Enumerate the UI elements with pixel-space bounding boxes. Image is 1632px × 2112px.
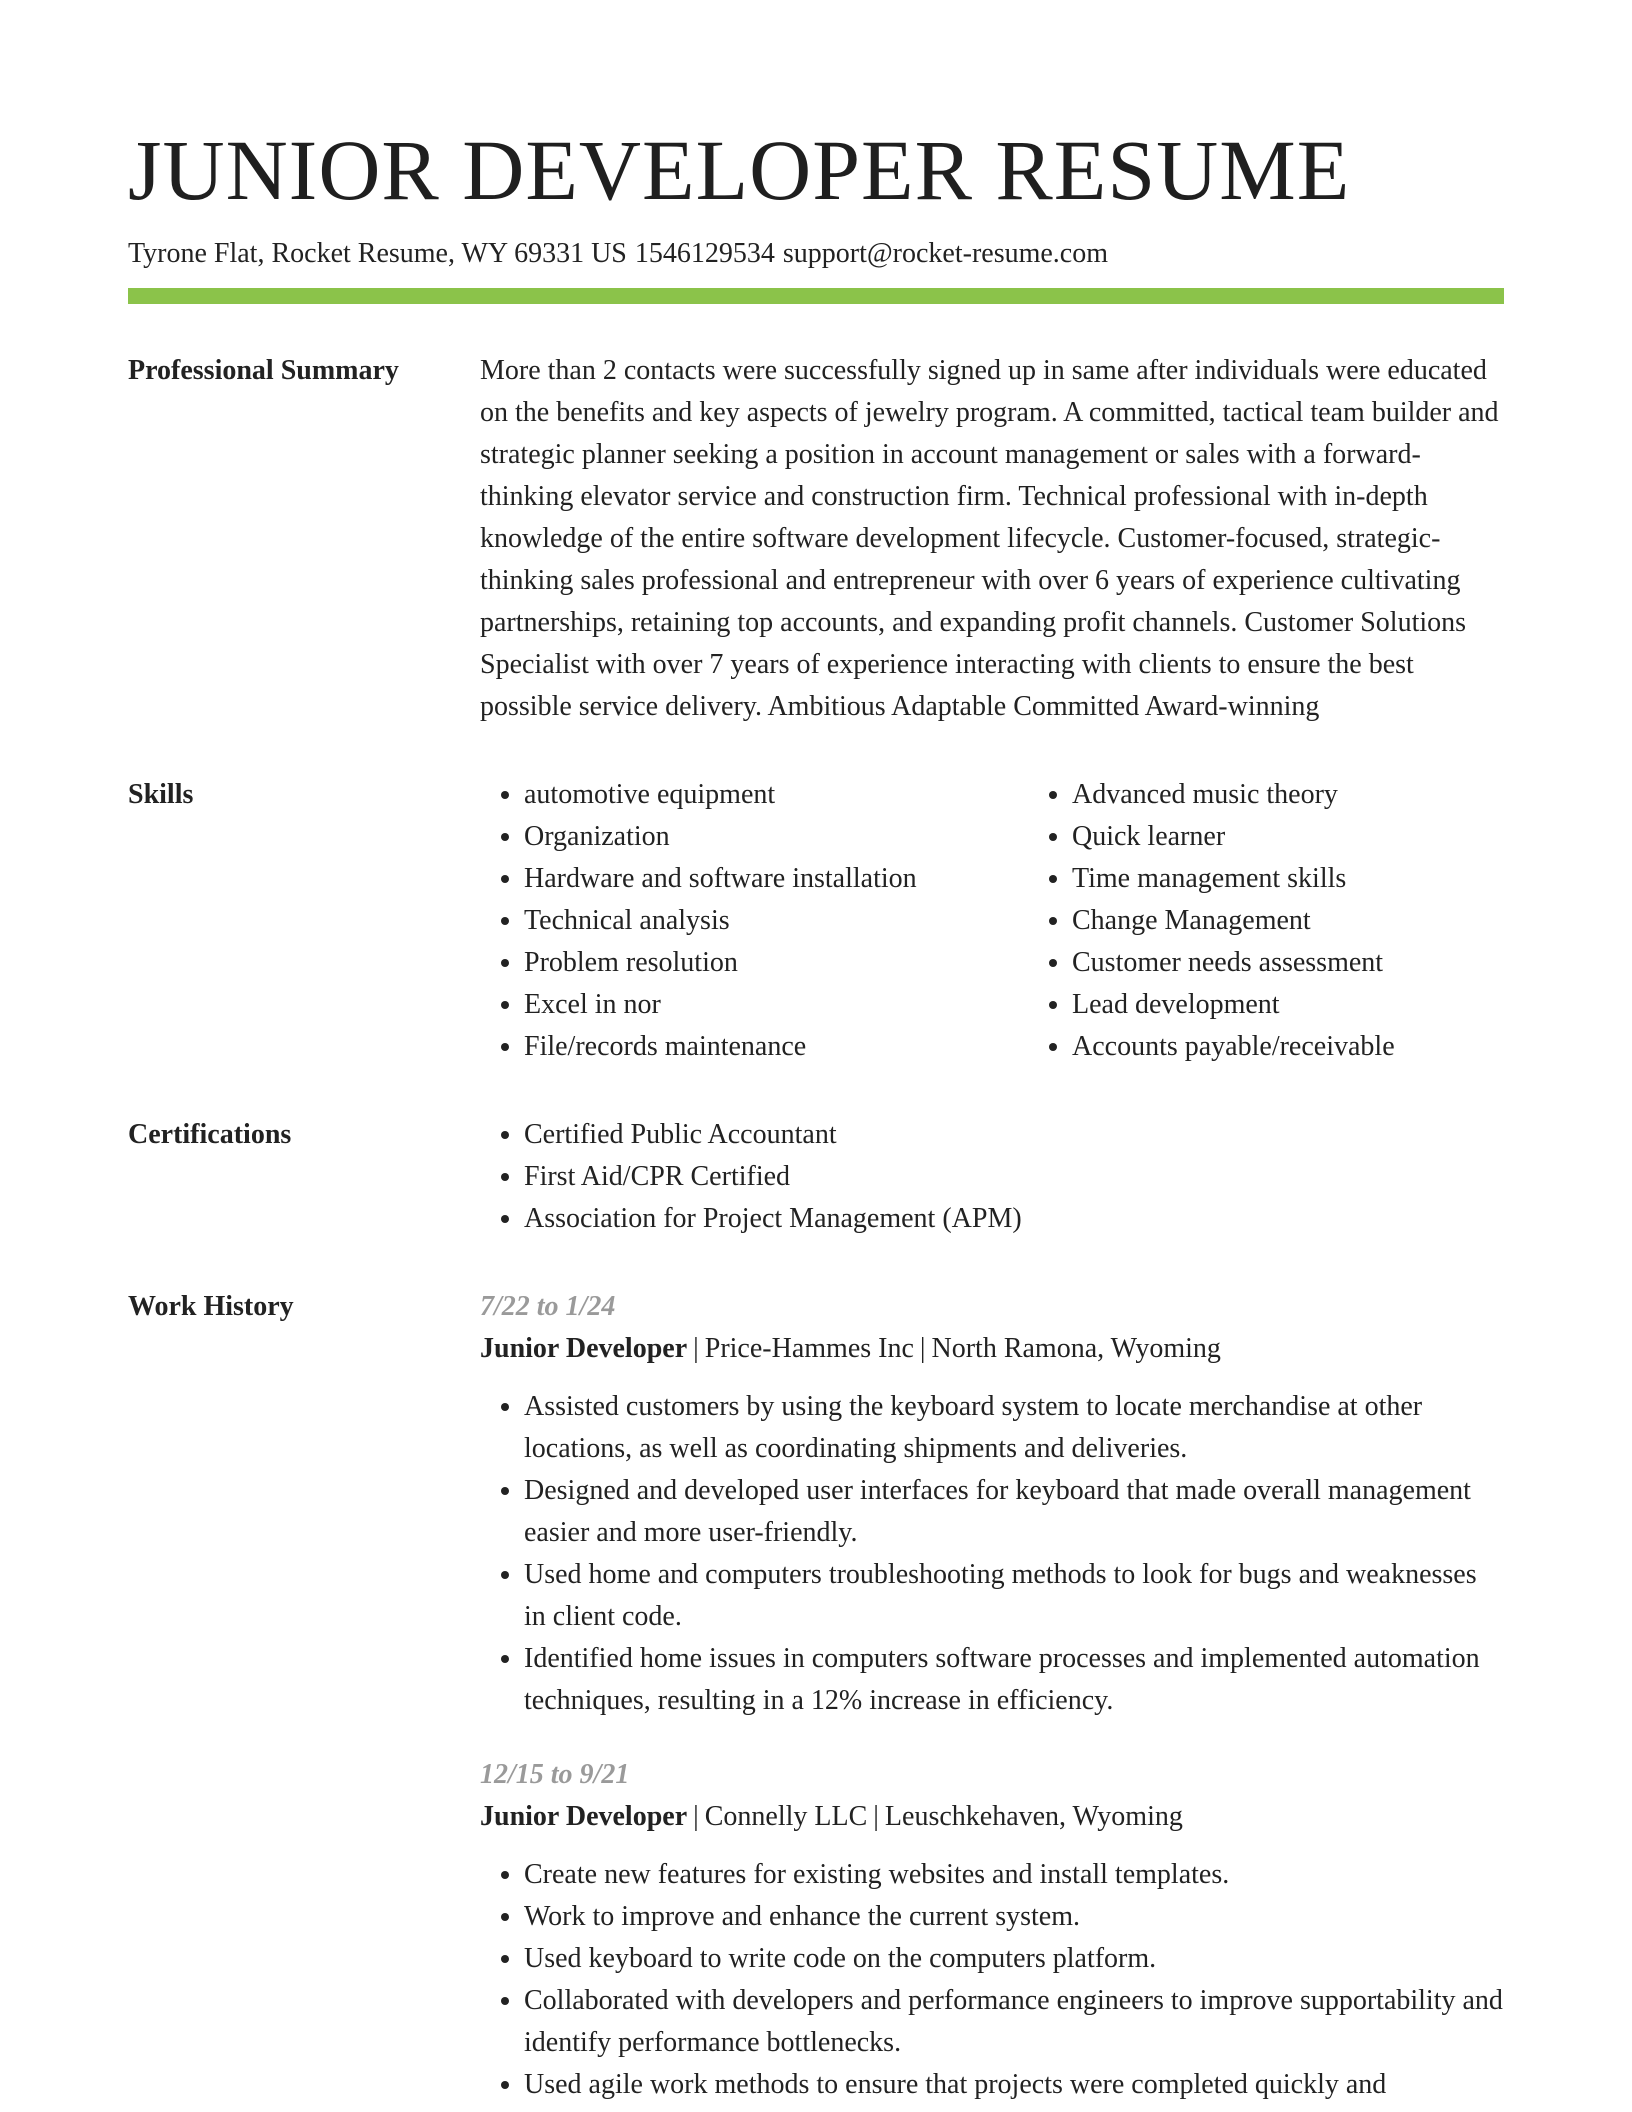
skill-item: • Change Management bbox=[1072, 900, 1576, 942]
certification-item: • Association for Project Management (APM) bbox=[524, 1198, 1504, 1240]
skills-label: Skills bbox=[128, 779, 194, 810]
accent-divider bbox=[128, 288, 1504, 304]
job-location: Leuschkehaven, Wyoming bbox=[884, 1801, 1183, 1832]
job-title: Junior Developer bbox=[480, 1333, 688, 1364]
job-title-line bbox=[480, 1328, 1504, 1370]
skill-item: • Lead development bbox=[1072, 984, 1576, 1026]
certification-item: • First Aid/CPR Certified bbox=[524, 1156, 1504, 1198]
contact-phone: 1546129534 bbox=[634, 238, 775, 269]
certification-item: • Certified Public Accountant bbox=[524, 1114, 1504, 1156]
work-history-label: Work History bbox=[128, 1291, 294, 1322]
skills-body bbox=[480, 774, 1576, 1068]
job-bullet: • Designed and developed user interfaces for keyboard that made overall management easier and more user-friendly. bbox=[524, 1470, 1504, 1554]
skills-section bbox=[128, 774, 1504, 1068]
job-bullet: • Used home and computers troubleshooting methods to look for bugs and weaknesses in client code. bbox=[524, 1554, 1504, 1638]
skill-item: • Advanced music theory bbox=[1072, 774, 1576, 816]
summary-text: More than 2 contacts were successfully signed up in same after individuals were educated on the benefits and key aspects of jewelry program. A committed, tactical team builder and strategic planner seeking a position in account management or sales with a forward-thinking elevator service and construction firm. Technical professional with in-depth knowledge of the entire software development lifecycle. Customer-focused, strategic-thinking sales professional and entrepreneur with over 6 years of experience cultivating partnerships, retaining top accounts, and expanding profit channels. Customer Solutions Specialist with over 7 years of experience interacting with clients to ensure the best possible service delivery. Ambitious Adaptable Committed Award-winning bbox=[480, 355, 1499, 722]
job-dates: 7/22 to 1/24 bbox=[480, 1291, 616, 1322]
certifications-label: Certifications bbox=[128, 1119, 292, 1150]
skill-item: • Hardware and software installation bbox=[524, 858, 1028, 900]
skills-list-right bbox=[1028, 774, 1576, 1068]
skill-item: • Technical analysis bbox=[524, 900, 1028, 942]
work-history-body bbox=[480, 1286, 1504, 2106]
skill-item: • Time management skills bbox=[1072, 858, 1576, 900]
job-title-line bbox=[480, 1796, 1504, 1838]
summary-label: Professional Summary bbox=[128, 355, 399, 386]
contact-location: Tyrone Flat, Rocket Resume, WY 69331 US bbox=[128, 238, 627, 269]
job-separator: | bbox=[919, 1333, 926, 1364]
skill-item: • File/records maintenance bbox=[524, 1026, 1028, 1068]
skill-item: • automotive equipment bbox=[524, 774, 1028, 816]
job-bullets bbox=[480, 1854, 1504, 2106]
certifications-body bbox=[480, 1114, 1504, 1240]
job-bullet: • Assisted customers by using the keyboard system to locate merchandise at other locations, as well as coordinating shipments and deliveries. bbox=[524, 1386, 1504, 1470]
job-entry bbox=[480, 1286, 1504, 1722]
job-bullet: • Collaborated with developers and performance engineers to improve supportability and identify performance bottlenecks. bbox=[524, 1980, 1504, 2064]
job-company: Price-Hammes Inc bbox=[704, 1333, 914, 1364]
job-company: Connelly LLC bbox=[704, 1801, 868, 1832]
job-title: Junior Developer bbox=[480, 1801, 688, 1832]
skill-item: • Customer needs assessment bbox=[1072, 942, 1576, 984]
job-dates: 12/15 to 9/21 bbox=[480, 1759, 630, 1790]
skill-item: • Accounts payable/receivable bbox=[1072, 1026, 1576, 1068]
job-bullet: • Used agile work methods to ensure that projects were completed quickly and bbox=[524, 2064, 1504, 2106]
contact-email: support@rocket-resume.com bbox=[782, 238, 1109, 269]
job-bullet: • Identified home issues in computers software processes and implemented automation techniques, resulting in a 12% increase in efficiency. bbox=[524, 1638, 1504, 1722]
job-separator: | bbox=[693, 1333, 699, 1364]
job-bullets bbox=[480, 1386, 1504, 1722]
job-separator: | bbox=[693, 1801, 699, 1832]
skill-item: • Problem resolution bbox=[524, 942, 1028, 984]
certifications-section bbox=[128, 1114, 1504, 1240]
job-bullet: • Used keyboard to write code on the computers platform. bbox=[524, 1938, 1504, 1980]
resume-title: JUNIOR DEVELOPER RESUME bbox=[128, 122, 1351, 218]
skill-item: • Organization bbox=[524, 816, 1028, 858]
summary-section bbox=[128, 350, 1504, 728]
job-location: North Ramona, Wyoming bbox=[931, 1333, 1221, 1364]
skills-list-left bbox=[480, 774, 1028, 1068]
certifications-list bbox=[480, 1114, 1504, 1240]
resume-page bbox=[128, 120, 1504, 2106]
skill-item: • Excel in nor bbox=[524, 984, 1028, 1026]
job-separator: | bbox=[873, 1801, 879, 1832]
summary-body bbox=[480, 350, 1504, 728]
job-bullet: • Work to improve and enhance the current system. bbox=[524, 1896, 1504, 1938]
job-bullet: • Create new features for existing websites and install templates. bbox=[524, 1854, 1504, 1896]
contact-line bbox=[128, 234, 1504, 274]
job-entry bbox=[480, 1754, 1504, 2106]
skill-item: • Quick learner bbox=[1072, 816, 1576, 858]
work-history-section bbox=[128, 1286, 1504, 2106]
